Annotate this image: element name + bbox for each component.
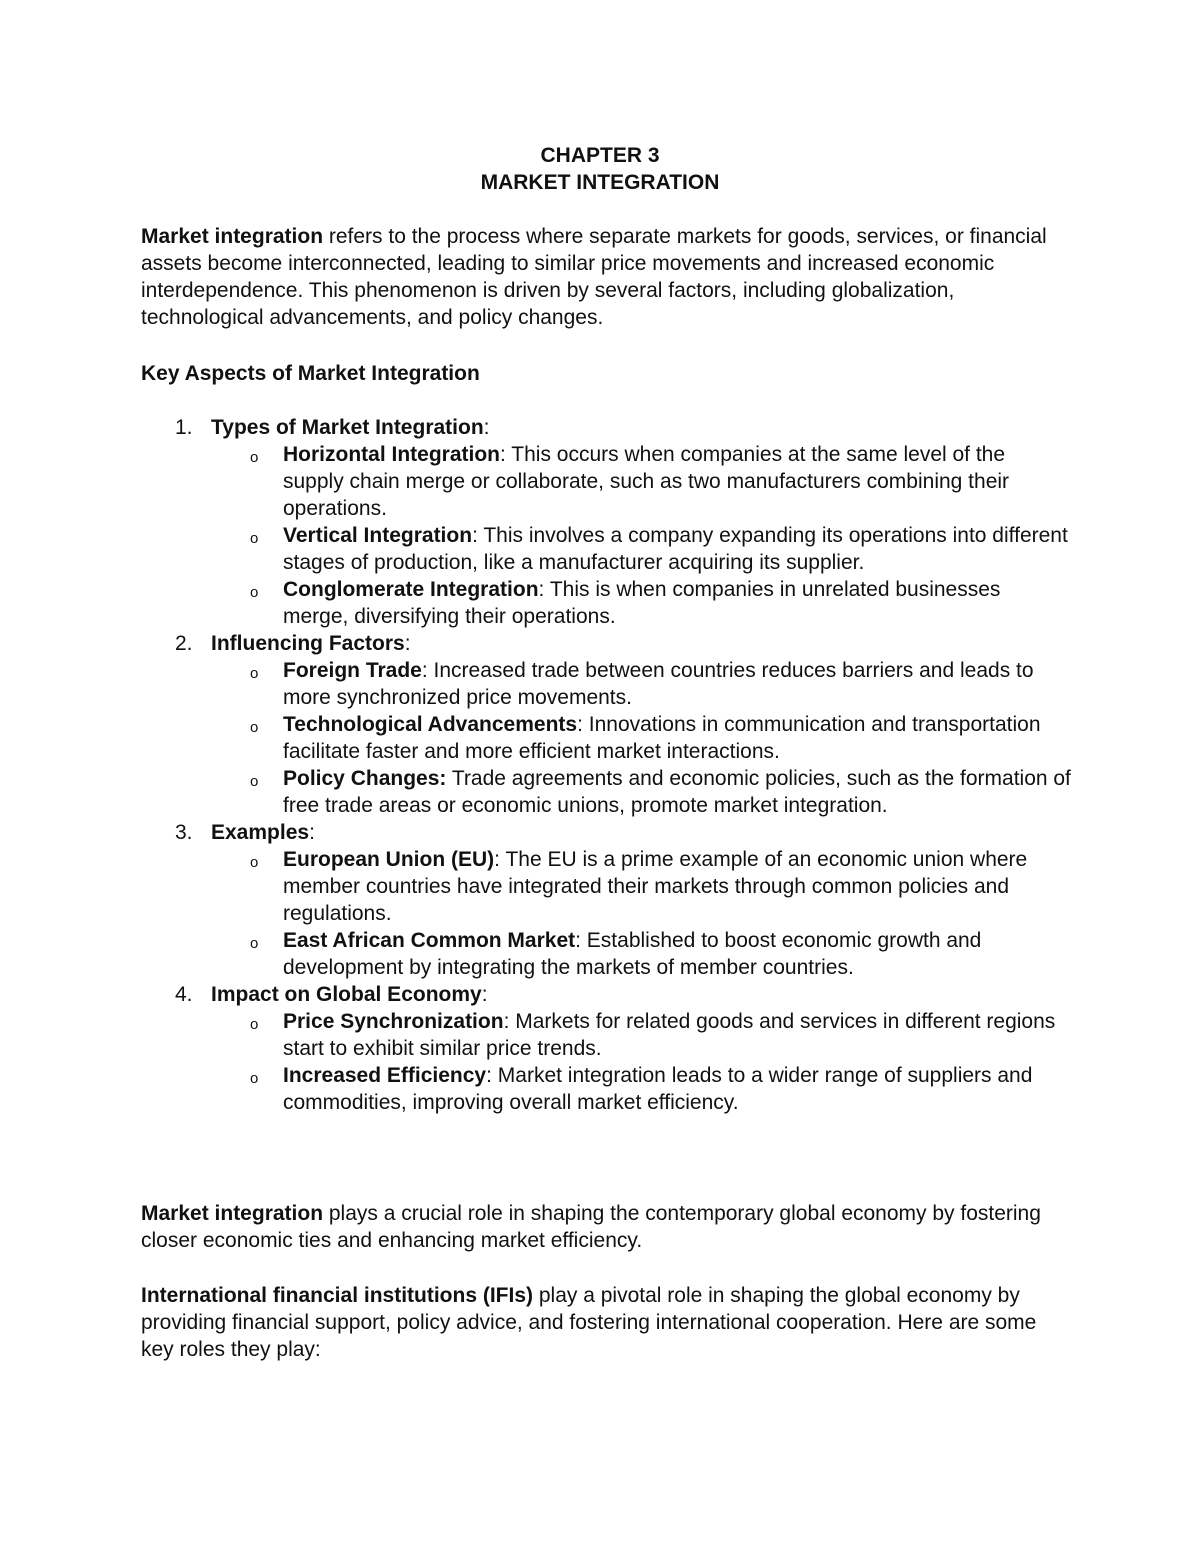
chapter-number: CHAPTER 3 bbox=[540, 144, 660, 167]
bullet-marker: o bbox=[250, 584, 259, 601]
section-number: 3. bbox=[175, 821, 193, 844]
sub-item bbox=[211, 1062, 1071, 1116]
sub-item bbox=[211, 1008, 1071, 1062]
sub-item-term: European Union (EU) bbox=[283, 848, 495, 871]
sub-item-term: Increased Efficiency bbox=[283, 1064, 487, 1087]
sub-item bbox=[211, 657, 1071, 711]
section-title-suffix: : bbox=[404, 632, 411, 655]
section-item bbox=[141, 630, 1071, 819]
section-item bbox=[141, 414, 1071, 630]
section-title: Examples bbox=[211, 821, 310, 844]
section-title: Influencing Factors bbox=[211, 632, 405, 655]
intro-paragraph bbox=[141, 223, 1061, 331]
section-title-suffix: : bbox=[309, 821, 315, 844]
section-number: 1. bbox=[175, 416, 193, 439]
sub-item-text: : Established to boost economic growth and development by integrating the markets of member countries. bbox=[283, 929, 982, 979]
ifi-term: International financial institutions (IFIs) bbox=[141, 1284, 534, 1307]
sub-list bbox=[211, 846, 1071, 981]
section-title: Types of Market Integration bbox=[211, 416, 484, 439]
sub-item-term: Conglomerate Integration bbox=[283, 578, 539, 601]
sub-item bbox=[211, 846, 1071, 927]
bullet-marker: o bbox=[250, 773, 259, 790]
sub-item-term: Vertical Integration bbox=[283, 524, 473, 547]
key-aspects-heading: Key Aspects of Market Integration bbox=[141, 362, 480, 385]
section-item bbox=[141, 981, 1071, 1116]
sub-item-term: Horizontal Integration bbox=[283, 443, 500, 466]
sub-item-text: : Market integration leads to a wider range of suppliers and commodities, improving overall market efficiency. bbox=[283, 1064, 1033, 1114]
ifi-text: play a pivotal role in shaping the global economy by providing financial support, policy advice, and fostering international cooperation. Here are some key roles they play: bbox=[141, 1284, 1037, 1361]
sub-item-text: : This involves a company expanding its operations into different stages of production, like a manufacturer acquiring its supplier. bbox=[283, 524, 1068, 574]
conclusion-text: plays a crucial role in shaping the contemporary global economy by fostering closer economic ties and enhancing market efficiency. bbox=[141, 1202, 1041, 1252]
bullet-marker: o bbox=[250, 935, 259, 952]
section-number: 2. bbox=[175, 632, 193, 655]
section-item bbox=[141, 819, 1071, 981]
sub-list bbox=[211, 1008, 1071, 1116]
bullet-marker: o bbox=[250, 1070, 259, 1087]
sub-item-term: Foreign Trade bbox=[283, 659, 422, 682]
section-title-suffix: : bbox=[481, 983, 488, 1006]
bullet-marker: o bbox=[250, 449, 259, 466]
bullet-marker: o bbox=[250, 530, 259, 547]
sub-item bbox=[211, 441, 1071, 522]
sub-list bbox=[211, 657, 1071, 819]
sub-item-text: : Increased trade between countries reduces barriers and leads to more synchronized price movements. bbox=[283, 659, 1034, 709]
key-aspects-list bbox=[141, 414, 1071, 1116]
sub-item-text: : The EU is a prime example of an economic union where member countries have integrated their markets through common policies and regulations. bbox=[283, 848, 1028, 925]
bullet-marker: o bbox=[250, 719, 259, 736]
sub-item bbox=[211, 711, 1071, 765]
section-title-suffix: : bbox=[483, 416, 490, 439]
sub-item-text: Trade agreements and economic policies, such as the formation of free trade areas or economic unions, promote market integration. bbox=[283, 767, 1071, 817]
sub-list bbox=[211, 441, 1071, 630]
sub-item-term: Price Synchronization bbox=[283, 1010, 504, 1033]
intro-term: Market integration bbox=[141, 225, 324, 248]
sub-item-text: : This occurs when companies at the same level of the supply chain merge or collaborate, such as two manufacturers combining their operations. bbox=[283, 443, 1010, 520]
chapter-heading bbox=[0, 142, 1200, 196]
sub-item-text: : This is when companies in unrelated businesses merge, diversifying their operations. bbox=[283, 578, 1001, 628]
sub-item bbox=[211, 522, 1071, 576]
section-number: 4. bbox=[175, 983, 193, 1006]
intro-text: refers to the process where separate markets for goods, services, or financial assets become interconnected, leading to similar price movements and increased economic interdependence. This phenomenon is driven by several factors, including globalization, technological advancements, and policy changes. bbox=[141, 225, 1047, 329]
conclusion-paragraph bbox=[141, 1200, 1061, 1254]
bullet-marker: o bbox=[250, 854, 259, 871]
sub-item-term: Technological Advancements bbox=[283, 713, 578, 736]
conclusion-term: Market integration bbox=[141, 1202, 324, 1225]
sub-item bbox=[211, 576, 1071, 630]
section-title: Impact on Global Economy bbox=[211, 983, 482, 1006]
sub-item-text: : Innovations in communication and transportation facilitate faster and more efficient market interactions. bbox=[283, 713, 1041, 763]
sub-item bbox=[211, 765, 1071, 819]
sub-item-term: Policy Changes: bbox=[283, 767, 447, 790]
ifi-paragraph bbox=[141, 1282, 1061, 1363]
sub-item-term: East African Common Market bbox=[283, 929, 576, 952]
sub-item bbox=[211, 927, 1071, 981]
bullet-marker: o bbox=[250, 1016, 259, 1033]
bullet-marker: o bbox=[250, 665, 259, 682]
chapter-title: MARKET INTEGRATION bbox=[480, 171, 720, 194]
sub-item-text: : Markets for related goods and services in different regions start to exhibit similar price trends. bbox=[283, 1010, 1056, 1060]
